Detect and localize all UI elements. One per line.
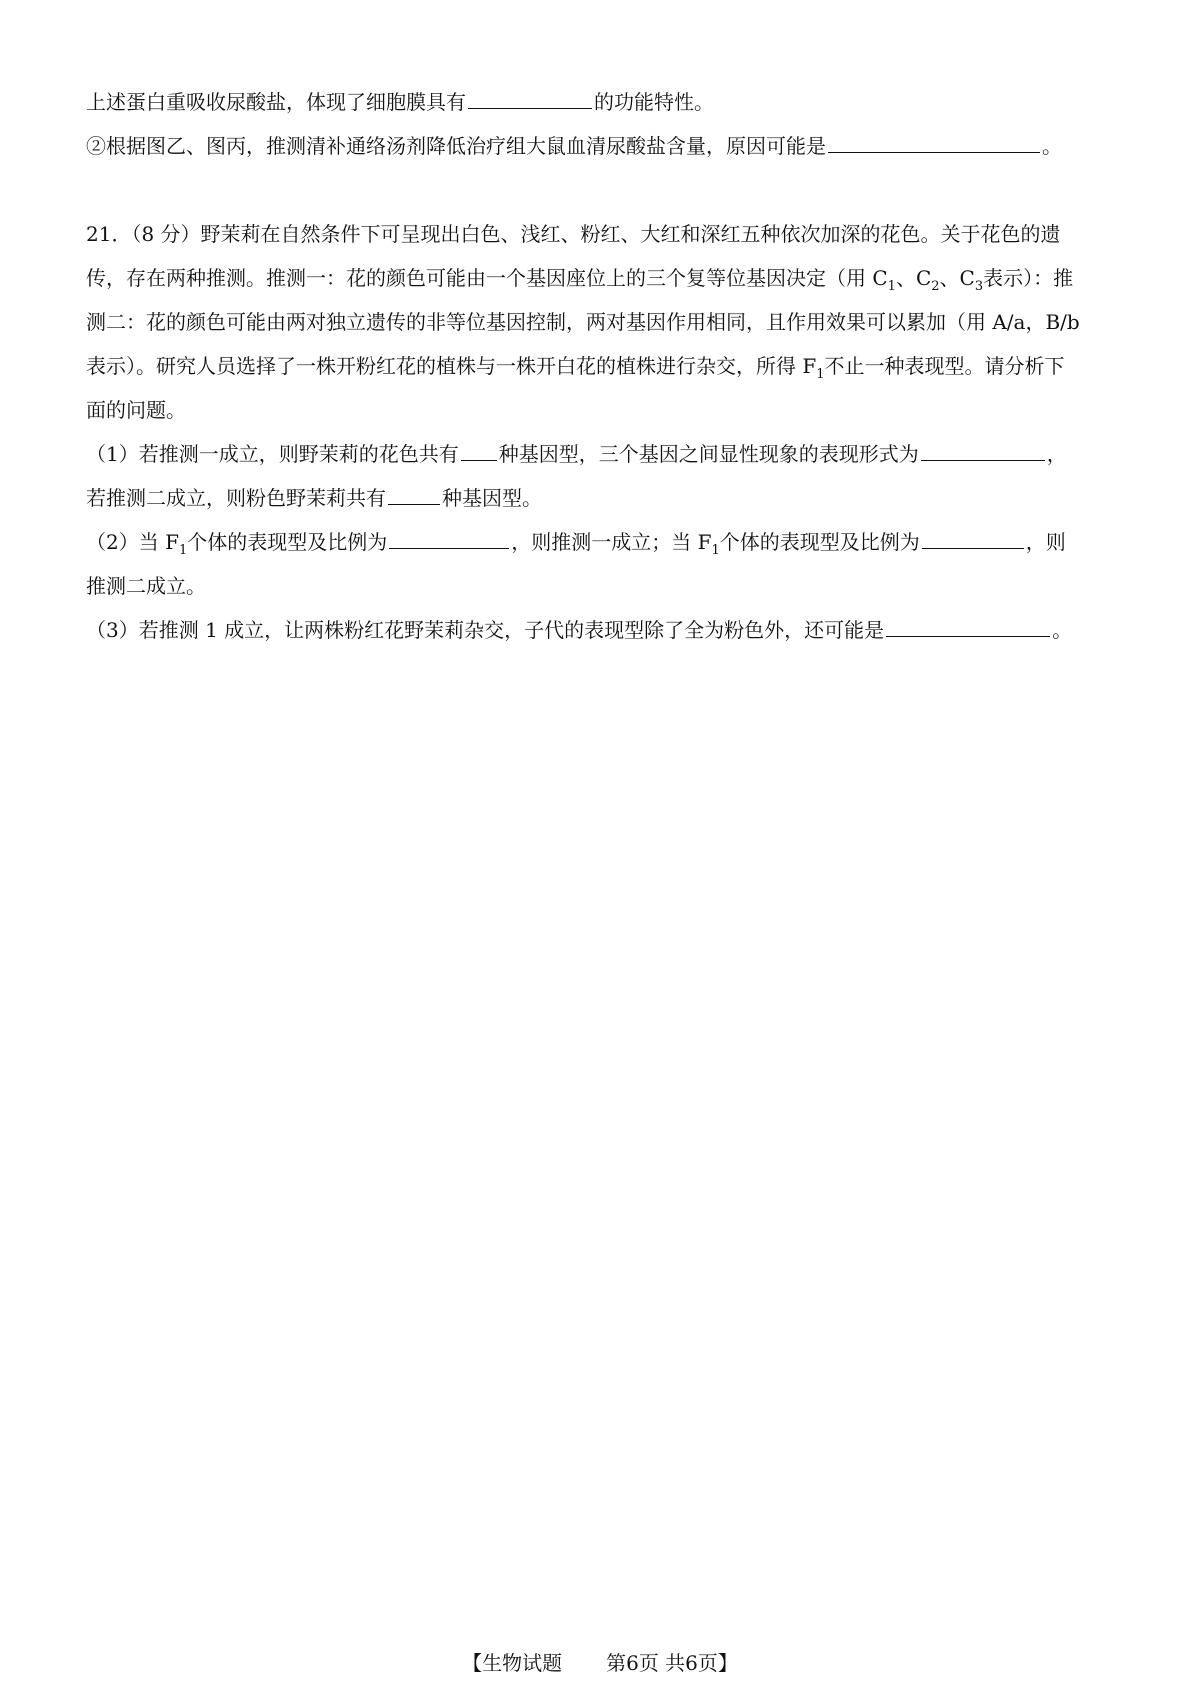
subscript: 1 [178, 543, 188, 558]
q21-text: 不止一种表现型。请分析下 [824, 354, 1065, 378]
q21-text: 面的问题。 [86, 398, 186, 422]
q21-text: 个体的表现型及比例为 [719, 530, 920, 554]
answer-blank[interactable] [921, 440, 1045, 461]
q21-text: ，则 [1025, 530, 1066, 554]
q20-line-2 [86, 130, 1116, 162]
q21-text: 表示）：推 [983, 266, 1074, 290]
q21-stem-line-5 [86, 394, 1116, 426]
footer-subject: 【生物试题 [462, 1651, 563, 1675]
q21-stem-line-1 [86, 218, 1116, 250]
q21-text: （2）当 F [86, 530, 179, 554]
q21-text: 测二：花的颜色可能由两对独立遗传的非等位基因控制，两对基因作用相同，且作用效果可以累加（用 A/a，B/b [86, 310, 1080, 334]
subscript: 3 [974, 279, 984, 294]
page-footer [0, 1648, 1200, 1678]
q21-text: 种基因型。 [442, 486, 542, 510]
q21-text: 、C [939, 266, 975, 290]
footer-page-number: 第6页 共6页】 [606, 1651, 738, 1675]
q21-text: 21．（8 分）野茉莉在自然条件下可呈现出白色、浅红、粉红、大红和深红五种依次加深的花色。关于花色的遗 [86, 222, 1061, 246]
answer-blank[interactable] [828, 132, 1040, 153]
q21-part3-line-1 [86, 614, 1116, 646]
q20-text: 的功能特性。 [594, 90, 714, 114]
q20-text: 。 [1042, 134, 1062, 158]
answer-blank[interactable] [886, 616, 1050, 637]
q21-text: 若推测二成立，则粉色野茉莉共有 [86, 486, 386, 510]
q21-text: 、C [895, 266, 932, 290]
q21-text: 表示）。研究人员选择了一株开粉红花的植株与一株开白花的植株进行杂交，所得 F [86, 354, 817, 378]
subscript: 2 [931, 279, 940, 294]
q21-text: ，则推测一成立；当 F [511, 530, 712, 554]
q20-text: ②根据图乙、图丙，推测清补通络汤剂降低治疗组大鼠血清尿酸盐含量，原因可能是 [86, 134, 826, 158]
q20-text: 上述蛋白重吸收尿酸盐，体现了细胞膜具有 [86, 90, 466, 114]
q20-line-1 [86, 86, 1116, 118]
subscript: 1 [711, 543, 720, 558]
q21-text: ， [1046, 442, 1067, 466]
q21-text: 传，存在两种推测。推测一：花的颜色可能由一个基因座位上的三个复等位基因决定（用 C [86, 266, 888, 290]
answer-blank[interactable] [389, 528, 509, 549]
subscript: 1 [887, 279, 896, 294]
q21-text: 推测二成立。 [86, 574, 206, 598]
answer-blank[interactable] [468, 88, 592, 109]
q21-text: （1）若推测一成立，则野茉莉的花色共有 [86, 442, 459, 466]
q21-part1-line-1 [86, 438, 1116, 470]
q21-stem-line-2 [86, 262, 1116, 294]
q21-text: （3）若推测 1 成立，让两株粉红花野茉莉杂交，子代的表现型除了全为粉色外，还可能是 [86, 618, 885, 642]
answer-blank[interactable] [388, 484, 440, 505]
answer-blank[interactable] [461, 440, 497, 461]
q21-stem-line-3 [86, 306, 1116, 338]
subscript: 1 [816, 367, 825, 382]
q21-part2-line-1 [86, 526, 1116, 558]
q21-text: 个体的表现型及比例为 [187, 530, 388, 554]
q21-text: 。 [1052, 618, 1073, 642]
q21-part2-line-2 [86, 570, 1116, 602]
q21-stem-line-4 [86, 350, 1116, 382]
q21-part1-line-2 [86, 482, 1116, 514]
q21-text: 种基因型，三个基因之间显性现象的表现形式为 [498, 442, 919, 466]
answer-blank[interactable] [922, 528, 1024, 549]
